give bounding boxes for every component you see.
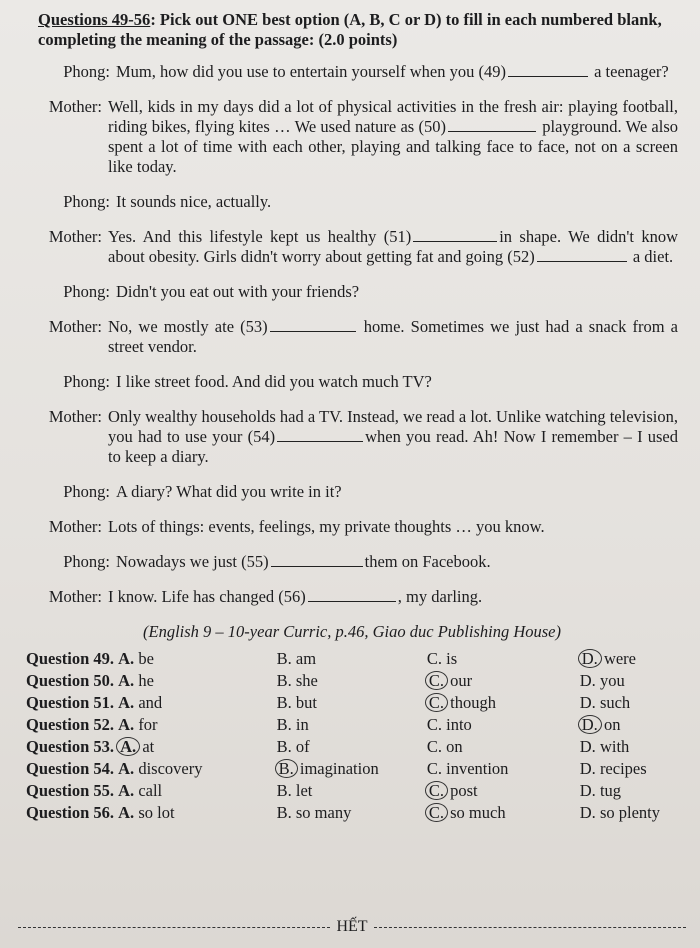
dialogue-turn (32, 62, 678, 82)
option-letter: C. (426, 737, 442, 756)
option-text: so much (445, 803, 506, 822)
option[interactable] (580, 736, 630, 758)
option-text: with (595, 737, 630, 756)
option-text: into (441, 715, 472, 734)
dialogue-line (116, 482, 678, 502)
answer-blank[interactable] (508, 62, 588, 77)
option-text: you (595, 671, 625, 690)
option-text: recipes (595, 759, 647, 778)
dialogue-turn (32, 482, 678, 502)
question-label: Question 54. (26, 759, 115, 778)
speaker-label: Phong: (63, 192, 110, 211)
option[interactable] (580, 780, 621, 802)
question-label: Question 53. (26, 737, 115, 756)
dialogue-line (108, 517, 678, 537)
option-text: she (291, 671, 318, 690)
option-text: on (599, 715, 621, 734)
option[interactable] (427, 758, 509, 780)
question-row (26, 758, 678, 780)
option[interactable] (118, 648, 154, 670)
option-cell (427, 714, 580, 736)
option[interactable] (580, 802, 660, 824)
option-letter: C. (425, 671, 448, 690)
option-letter: D. (579, 737, 596, 756)
option-cell (26, 780, 277, 802)
answer-blank[interactable] (271, 552, 363, 567)
answer-blank[interactable] (413, 227, 497, 242)
answer-blank[interactable] (308, 587, 396, 602)
answer-blank[interactable] (448, 117, 536, 132)
option-cell (580, 648, 678, 670)
dialogue-text: playground. We also spent a lot of time with each other, playing and talking face to face, not on a screen like today. (108, 117, 679, 176)
instruction-text: : Pick out ONE best option (A, B, C or D) to fill in each numbered blank, completing the meaning of the passage: (2.0 points) (38, 10, 662, 49)
question-row (26, 714, 678, 736)
dialogue-text: (54) (247, 427, 276, 446)
option-letter: B. (276, 715, 292, 734)
speaker-label: Mother: (48, 587, 102, 606)
option-cell (277, 780, 427, 802)
dialogue-text: It sounds nice, actually. (116, 192, 272, 211)
option-letter: A. (118, 803, 135, 822)
option-text: so lot (134, 803, 175, 822)
option-cell (427, 780, 580, 802)
option-letter: D. (579, 781, 596, 800)
option-text: post (445, 781, 478, 800)
option-text: he (134, 671, 154, 690)
option-letter: B. (275, 759, 298, 778)
speaker-label: Phong: (63, 482, 110, 501)
option-letter: A. (118, 759, 135, 778)
dialogue-turn (32, 407, 678, 467)
option[interactable] (118, 758, 202, 780)
questions-range: Questions 49-56 (38, 10, 151, 29)
question-row (26, 802, 678, 824)
option-cell (427, 670, 580, 692)
option-text: such (595, 693, 631, 712)
option-selected[interactable] (118, 736, 154, 758)
question-row (26, 736, 678, 758)
dialogue-text: (49) (478, 62, 506, 81)
option-letter: B. (276, 737, 292, 756)
option-cell (580, 692, 678, 714)
dialogue-text: Didn't you eat out with your friends? (116, 282, 360, 301)
option-cell (26, 692, 277, 714)
dialogue-text: (55) (241, 552, 269, 571)
dialogue-line (116, 282, 678, 302)
option[interactable] (277, 802, 352, 824)
option-letter: C. (426, 759, 442, 778)
option-cell (277, 692, 427, 714)
dialogue-turn (32, 227, 678, 267)
speaker-label: Phong: (63, 372, 110, 391)
speaker-label: Phong: (63, 552, 110, 571)
option-cell (580, 670, 678, 692)
dialogue-turn (32, 552, 678, 572)
option-cell (277, 736, 427, 758)
option-text: and (134, 693, 163, 712)
option-letter: D. (579, 759, 596, 778)
answer-blank[interactable] (270, 317, 356, 332)
option[interactable] (118, 670, 154, 692)
dialogue-line (116, 372, 678, 392)
option-cell (427, 648, 580, 670)
speaker-label: Mother: (48, 407, 102, 426)
option[interactable] (580, 670, 625, 692)
dialogue-text: Yes. And this lifestyle kept us healthy (108, 227, 384, 246)
dialogue-text: (53) (240, 317, 268, 336)
option-cell (580, 714, 678, 736)
option-letter: A. (118, 693, 135, 712)
answer-options-table (26, 648, 678, 824)
speaker-label: Phong: (63, 62, 110, 81)
option[interactable] (427, 648, 457, 670)
option-text: imagination (295, 759, 379, 778)
option-cell (26, 802, 277, 824)
option-text: be (134, 649, 154, 668)
option[interactable] (277, 736, 310, 758)
speaker-label: Mother: (48, 227, 102, 246)
question-row (26, 670, 678, 692)
option-letter: D. (578, 715, 602, 734)
option[interactable] (118, 692, 162, 714)
option-cell (580, 780, 678, 802)
option-cell (277, 670, 427, 692)
option-cell (427, 758, 580, 780)
answer-blank[interactable] (537, 247, 627, 262)
option-cell (277, 648, 427, 670)
dialogue-text: Lots of things: events, feelings, my private thoughts … you know. (108, 517, 545, 536)
option[interactable] (277, 692, 317, 714)
option-letter: A. (118, 715, 135, 734)
page-footer (18, 918, 686, 936)
option-letter: C. (426, 715, 442, 734)
dialogue-line (108, 407, 678, 467)
dialogue-text: , my darling. (397, 587, 483, 606)
option-text: is (441, 649, 458, 668)
option[interactable] (277, 648, 316, 670)
option-cell (26, 670, 277, 692)
dialogue-line (108, 227, 678, 267)
option-letter: D. (579, 671, 596, 690)
question-label: Question 50. (26, 671, 115, 690)
option-letter: A. (118, 649, 135, 668)
dialogue-line (116, 62, 678, 82)
option-letter: C. (425, 781, 448, 800)
question-label: Question 51. (26, 693, 115, 712)
option-letter: C. (425, 693, 448, 712)
option-text: though (445, 693, 496, 712)
option-selected[interactable] (580, 714, 621, 736)
dialogue-text: in shape. We didn't know about obesity. Girls didn't worry about getting fat and going (108, 227, 678, 266)
option-selected[interactable] (277, 758, 379, 780)
option-text: call (134, 781, 163, 800)
option-selected[interactable] (427, 780, 478, 802)
option-text: for (134, 715, 158, 734)
speaker-label: Phong: (63, 282, 110, 301)
question-label: Question 49. (26, 649, 115, 668)
option-cell (26, 648, 277, 670)
option-text: let (291, 781, 313, 800)
option[interactable] (580, 758, 647, 780)
option[interactable] (118, 802, 174, 824)
dialogue-text: No, we mostly ate (108, 317, 241, 336)
question-row (26, 780, 678, 802)
dialogue-turn (32, 97, 678, 177)
dialogue-text: (50) (418, 117, 447, 136)
option-letter: A. (118, 671, 135, 690)
option-text: am (291, 649, 317, 668)
option-cell (277, 714, 427, 736)
dialogue-text: (56) (278, 587, 306, 606)
option-letter: A. (118, 781, 135, 800)
option-text: invention (441, 759, 509, 778)
option-selected[interactable] (580, 648, 636, 670)
option-text: of (291, 737, 310, 756)
option-cell (427, 692, 580, 714)
option-letter: C. (426, 649, 442, 668)
dialogue-line (108, 317, 678, 357)
dialogue-text: Well, kids in my days did a lot of physical activities in the fresh air: playing football, riding bikes, flying kites … We used nature as (108, 97, 678, 136)
option-selected[interactable] (427, 670, 472, 692)
option-cell (580, 802, 678, 824)
option-letter: B. (276, 649, 292, 668)
question-label: Question 56. (26, 803, 115, 822)
dialogue-line (116, 552, 678, 572)
option-text: our (445, 671, 473, 690)
dialogue-turn (32, 192, 678, 212)
option-letter: B. (276, 803, 292, 822)
option-cell (26, 736, 277, 758)
option-cell (580, 736, 678, 758)
speaker-label: Mother: (48, 97, 102, 116)
footer-divider-left (18, 927, 330, 928)
option[interactable] (427, 714, 472, 736)
dialogue-text: (52) (507, 247, 535, 266)
option-selected[interactable] (427, 802, 506, 824)
dialogue-text: Mum, how did you use to entertain yourself when you (116, 62, 479, 81)
option-letter: C. (425, 803, 448, 822)
option-text: so many (291, 803, 352, 822)
option-letter: D. (578, 649, 602, 668)
dialogue-text: I know. Life has changed (108, 587, 279, 606)
dialogue-line (108, 587, 678, 607)
question-row (26, 648, 678, 670)
dialogue-turn (32, 282, 678, 302)
dialogue-text: when you read. Ah! Now I remember – I used to keep a diary. (108, 427, 678, 466)
dialogue-text: A diary? What did you write in it? (116, 482, 342, 501)
dialogue-text: Only wealthy households had a TV. Instead, we read a lot. Unlike watching television, you had to use your (108, 407, 678, 446)
footer-divider-right (374, 927, 686, 928)
option-selected[interactable] (427, 692, 496, 714)
dialogue-text: home. Sometimes we just had a snack from a street vendor. (108, 317, 678, 356)
option-text: in (291, 715, 309, 734)
option[interactable] (118, 714, 157, 736)
dialogue-text: a diet. (628, 247, 674, 266)
option-cell (427, 802, 580, 824)
option-cell (427, 736, 580, 758)
dialogue-line (116, 192, 678, 212)
option[interactable] (277, 714, 309, 736)
option-cell (580, 758, 678, 780)
option-text: were (599, 649, 636, 668)
option[interactable] (580, 692, 630, 714)
dialogue-text: I like street food. And did you watch much TV? (116, 372, 432, 391)
answer-blank[interactable] (277, 427, 363, 442)
option-cell (26, 714, 277, 736)
option-letter: B. (276, 781, 292, 800)
option-cell (277, 802, 427, 824)
dialogue-text: (51) (383, 227, 412, 246)
option[interactable] (118, 780, 162, 802)
dialogue-text: Nowadays we just (116, 552, 242, 571)
option-text: so plenty (595, 803, 660, 822)
question-label: Question 52. (26, 715, 115, 734)
option-text: at (138, 737, 155, 756)
option-cell (277, 758, 427, 780)
question-row (26, 692, 678, 714)
section-heading (38, 10, 678, 50)
option-text: tug (595, 781, 622, 800)
dialogue-turn (32, 517, 678, 537)
option-text: discovery (134, 759, 203, 778)
dialogue-passage (32, 62, 678, 607)
option[interactable] (277, 670, 318, 692)
option[interactable] (277, 780, 313, 802)
option-text: but (291, 693, 317, 712)
option-letter: D. (579, 693, 596, 712)
end-marker: HẾT (336, 918, 368, 935)
dialogue-text: them on Facebook. (364, 552, 491, 571)
dialogue-turn (32, 372, 678, 392)
speaker-label: Mother: (48, 517, 102, 536)
source-citation: (English 9 – 10-year Curric, p.46, Giao duc Publishing House) (143, 622, 561, 641)
dialogue-turn (32, 587, 678, 607)
speaker-label: Mother: (48, 317, 102, 336)
option-letter: B. (276, 693, 292, 712)
dialogue-turn (32, 317, 678, 357)
question-label: Question 55. (26, 781, 115, 800)
option-letter: A. (116, 737, 140, 756)
option-letter: B. (276, 671, 292, 690)
dialogue-text: a teenager? (589, 62, 669, 81)
option-cell (26, 758, 277, 780)
option-letter: D. (579, 803, 596, 822)
dialogue-line (108, 97, 678, 177)
option[interactable] (427, 736, 463, 758)
option-text: on (441, 737, 463, 756)
